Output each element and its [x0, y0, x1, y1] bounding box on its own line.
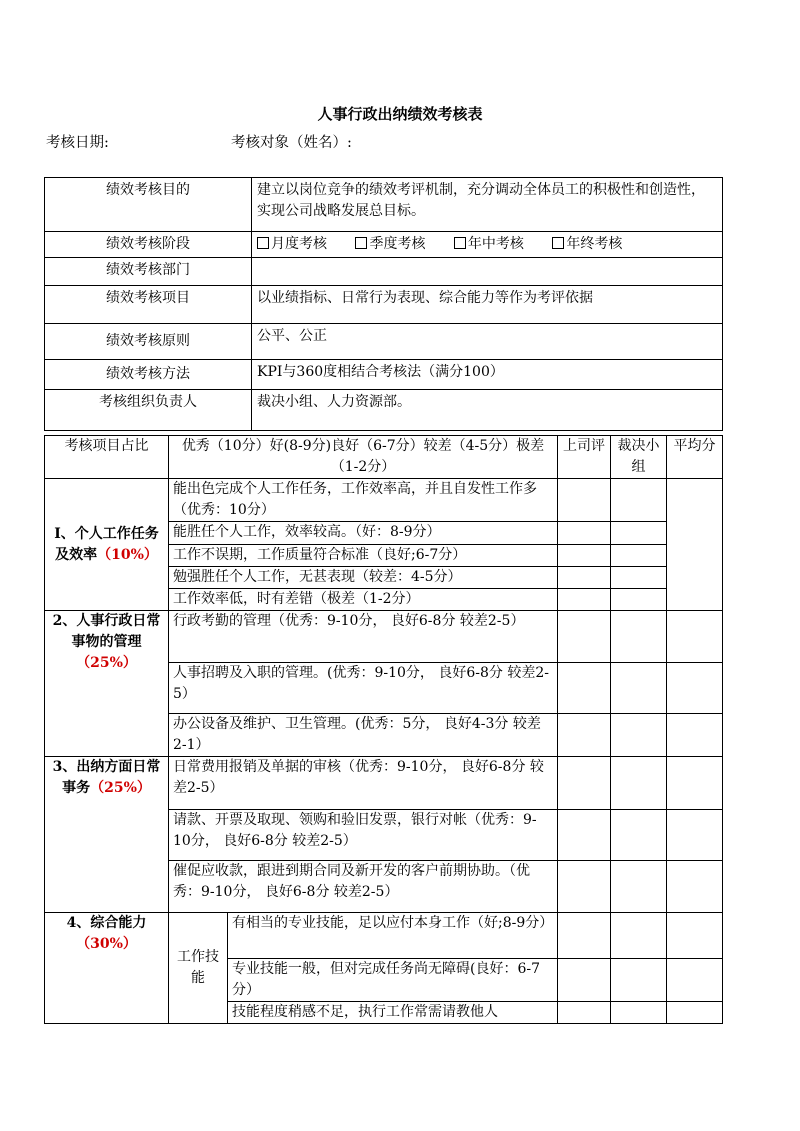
option-monthly[interactable]: 月度考核 — [257, 234, 327, 255]
supervisor-score-cell[interactable] — [558, 545, 611, 567]
criterion: 请款、开票及取现、领购和验旧发票，银行对帐（优秀：9-10分， 良好6-8分 较差2-5） — [169, 810, 558, 861]
section-weight: （10%） — [97, 546, 158, 563]
info-label: 绩效考核阶段 — [45, 232, 252, 258]
page-title: 人事行政出纳绩效考核表 — [317, 105, 483, 123]
criterion: 能胜任个人工作，效率较高。（好：8-9分） — [169, 522, 558, 545]
panel-score-cell[interactable] — [611, 810, 667, 861]
table-row — [45, 479, 723, 522]
panel-score-cell[interactable] — [611, 611, 667, 663]
section-2-name: 2、人事行政日常事物的管理 （25%） — [45, 611, 169, 757]
supervisor-score-cell[interactable] — [558, 861, 611, 913]
average-score-cell[interactable] — [667, 611, 723, 663]
criterion: 勉强胜任个人工作，无甚表现（较差：4-5分） — [169, 567, 558, 589]
supervisor-score-cell[interactable] — [558, 479, 611, 522]
criterion: 有相当的专业技能，足以应付本身工作（好;8-9分） — [228, 913, 558, 959]
header-grades: 优秀（10分）好(8-9分)良好（6-7分）较差（4-5分）极差（1-2分） — [169, 436, 558, 479]
average-score-cell[interactable] — [667, 663, 723, 714]
section-1-name: Ⅰ、个人工作任务及效率（10%） — [45, 479, 169, 611]
score-table — [44, 435, 723, 1024]
criterion: 专业技能一般，但对完成任务尚无障碍(良好：6-7分） — [228, 959, 558, 1002]
info-row — [45, 286, 723, 324]
criterion: 工作不误期，工作质量符合标准（良好;6-7分） — [169, 545, 558, 567]
info-row — [45, 390, 723, 431]
score-header-row — [45, 436, 723, 479]
criterion: 催促应收款，跟进到期合同及新开发的客户前期协助。（优秀：9-10分， 良好6-8分 较差2-5） — [169, 861, 558, 913]
info-row — [45, 178, 723, 232]
average-score-cell[interactable] — [667, 757, 723, 810]
date-label: 考核日期: — [46, 135, 109, 151]
panel-score-cell[interactable] — [611, 479, 667, 522]
option-midyear[interactable]: 年中考核 — [454, 234, 524, 255]
subcategory-label: 工作技能 — [169, 913, 228, 1024]
panel-score-cell[interactable] — [611, 913, 667, 959]
info-label: 绩效考核目的 — [45, 178, 252, 232]
table-row — [45, 611, 723, 663]
checkbox-icon[interactable] — [454, 237, 466, 249]
target-label: 考核对象（姓名）: — [231, 135, 352, 151]
supervisor-score-cell[interactable] — [558, 567, 611, 589]
info-value: 建立以岗位竞争的绩效考评机制，充分调动全体员工的积极性和创造性，实现公司战略发展总目标。 — [252, 178, 723, 232]
info-row — [45, 324, 723, 360]
criterion: 能出色完成个人工作任务，工作效率高，并且自发性工作多（优秀：10分） — [169, 479, 558, 522]
info-table — [44, 177, 723, 431]
criterion: 办公设备及维护、卫生管理。(优秀：5分， 良好4-3分 较差2-1） — [169, 714, 558, 757]
panel-score-cell[interactable] — [611, 757, 667, 810]
supervisor-score-cell[interactable] — [558, 913, 611, 959]
info-value[interactable] — [252, 258, 723, 286]
criterion: 工作效率低，时有差错（极差（1-2分） — [169, 589, 558, 611]
panel-score-cell[interactable] — [611, 714, 667, 757]
info-value: 公平、公正 — [252, 324, 723, 360]
average-score-cell[interactable] — [667, 479, 723, 611]
panel-score-cell[interactable] — [611, 861, 667, 913]
supervisor-score-cell[interactable] — [558, 589, 611, 611]
panel-score-cell[interactable] — [611, 1002, 667, 1024]
header-average: 平均分 — [667, 436, 723, 479]
info-value: 以业绩指标、日常行为表现、综合能力等作为考评依据 — [252, 286, 723, 324]
info-label: 绩效考核部门 — [45, 258, 252, 286]
average-score-cell[interactable] — [667, 1002, 723, 1024]
supervisor-score-cell[interactable] — [558, 663, 611, 714]
average-score-cell[interactable] — [667, 714, 723, 757]
panel-score-cell[interactable] — [611, 545, 667, 567]
section-weight: （25%） — [90, 780, 151, 796]
info-label: 绩效考核方法 — [45, 360, 252, 390]
average-score-cell[interactable] — [667, 861, 723, 913]
criterion: 技能程度稍感不足，执行工作常需请教他人 — [228, 1002, 558, 1024]
average-score-cell[interactable] — [667, 913, 723, 959]
section-4-name: 4、综合能力 （30%） — [45, 913, 169, 1024]
section-weight: （25%） — [76, 655, 137, 671]
panel-score-cell[interactable] — [611, 522, 667, 545]
info-row — [45, 232, 723, 258]
checkbox-icon[interactable] — [257, 237, 269, 249]
supervisor-score-cell[interactable] — [558, 757, 611, 810]
section-3-name: 3、出纳方面日常事务（25%） — [45, 757, 169, 913]
supervisor-score-cell[interactable] — [558, 810, 611, 861]
supervisor-score-cell[interactable] — [558, 1002, 611, 1024]
panel-score-cell[interactable] — [611, 567, 667, 589]
panel-score-cell[interactable] — [611, 663, 667, 714]
checkbox-icon[interactable] — [355, 237, 367, 249]
info-row — [45, 360, 723, 390]
option-quarterly[interactable]: 季度考核 — [355, 234, 425, 255]
average-score-cell[interactable] — [667, 810, 723, 861]
header-weight: 考核项目占比 — [45, 436, 169, 479]
table-row — [45, 913, 723, 959]
average-score-cell[interactable] — [667, 959, 723, 1002]
checkbox-icon[interactable] — [552, 237, 564, 249]
header-panel: 裁决小组 — [611, 436, 667, 479]
section-weight: （30%） — [76, 936, 137, 952]
info-value: 裁决小组、人力资源部。 — [252, 390, 723, 431]
supervisor-score-cell[interactable] — [558, 522, 611, 545]
info-row — [45, 258, 723, 286]
option-yearend[interactable]: 年终考核 — [552, 234, 622, 255]
supervisor-score-cell[interactable] — [558, 959, 611, 1002]
info-value: KPI与360度相结合考核法（满分100） — [252, 360, 723, 390]
criterion: 人事招聘及入职的管理。(优秀：9-10分， 良好6-8分 较差2-5） — [169, 663, 558, 714]
info-label: 考核组织负责人 — [45, 390, 252, 431]
supervisor-score-cell[interactable] — [558, 611, 611, 663]
header-supervisor: 上司评 — [558, 436, 611, 479]
criterion: 行政考勤的管理（优秀：9-10分， 良好6-8分 较差2-5） — [169, 611, 558, 663]
table-row — [45, 757, 723, 810]
info-label: 绩效考核项目 — [45, 286, 252, 324]
panel-score-cell[interactable] — [611, 589, 667, 611]
stage-options — [252, 232, 723, 258]
panel-score-cell[interactable] — [611, 959, 667, 1002]
criterion: 日常费用报销及单据的审核（优秀：9-10分， 良好6-8分 较差2-5） — [169, 757, 558, 810]
supervisor-score-cell[interactable] — [558, 714, 611, 757]
info-label: 绩效考核原则 — [45, 324, 252, 360]
